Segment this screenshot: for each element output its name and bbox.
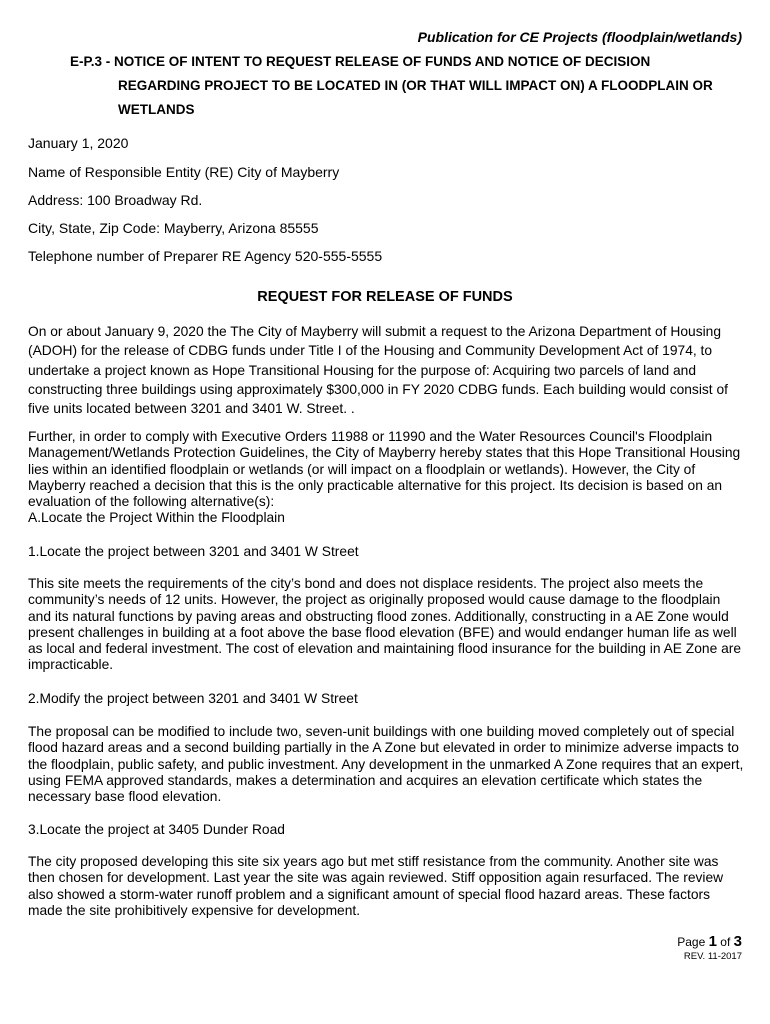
responsible-entity-line: Name of Responsible Entity (RE) City of Mayberry <box>28 164 340 180</box>
alternative-3-heading: 3.Locate the project at 3405 Dunder Road <box>28 822 285 837</box>
alternative-2-paragraph: The proposal can be modified to include two, seven-unit buildings with one building moved completely out of special flood hazard areas and a second building partially in the A Zone but elevated in order to minimize adverse impacts to the floodplain, public safety, and public investment. Any development in the unmarked A Zone requires that an expert, using FEMA approved standards, makes a determination and acquires an elevation certificate which states the necessary base flood elevation. <box>28 724 744 805</box>
date-line: January 1, 2020 <box>28 135 129 151</box>
title-line-1: E-P.3 - NOTICE OF INTENT TO REQUEST RELEASE OF FUNDS AND NOTICE OF DECISION <box>70 54 651 69</box>
page-total: 3 <box>733 933 742 950</box>
title-line-3: WETLANDS <box>118 102 195 117</box>
alternative-a-heading: A.Locate the Project Within the Floodplain <box>28 510 285 526</box>
further-text: Further, in order to comply with Executive Orders 11988 or 11990 and the Water Resources Council's Floodplain Management/Wetlands Protection Guidelines, the City of Mayberry hereby states that this Hope Transitional Housing lies within an identified floodplain or wetlands (or will impact on a floodplain or wetlands). However, the City of Mayberry reached a decision that this is the only practicable alternative for this project. Its decision is based on an evaluation of the following alternative(s): <box>28 429 741 510</box>
telephone-line: Telephone number of Preparer RE Agency 520-555-5555 <box>28 248 383 264</box>
publication-label: Publication for CE Projects (floodplain/wetlands) <box>417 29 742 45</box>
page-number <box>677 933 742 950</box>
of-word: of <box>720 935 731 949</box>
page-current: 1 <box>708 933 717 950</box>
request-paragraph: On or about January 9, 2020 the The City of Mayberry will submit a request to the Arizona Department of Housing (ADOH) for the release of CDBG funds under Title I of the Housing and Community Development Act of 1974, to undertake a project known as Hope Transitional Housing for the purpose of: Acquiring two parcels of land and constructing three buildings using approximately $300,000 in FY 2020 CDBG funds. Each building would consist of five units located between 3201 and 3401 W. Street. . <box>28 324 728 417</box>
document-title <box>70 50 740 122</box>
page-footer <box>677 933 742 962</box>
title-line-2: REGARDING PROJECT TO BE LOCATED IN (OR THAT WILL IMPACT ON) A FLOODPLAIN OR <box>118 78 713 93</box>
section-heading: REQUEST FOR RELEASE OF FUNDS <box>257 289 513 305</box>
city-state-zip-line: City, State, Zip Code: Mayberry, Arizona 85555 <box>28 220 319 236</box>
page-word: Page <box>677 935 706 949</box>
alternative-2-heading: 2.Modify the project between 3201 and 3401 W Street <box>28 691 358 706</box>
revision-label: REV. 11-2017 <box>683 951 742 962</box>
further-paragraph <box>28 429 746 527</box>
alternative-1-heading: 1.Locate the project between 3201 and 3401 W Street <box>28 544 359 559</box>
alternative-3-paragraph: The city proposed developing this site six years ago but met stiff resistance from the community. Another site was then chosen for development. Last year the site was again reviewed. Stiff opposition again resurfaced. The review also showed a storm-water runoff problem and a significant amount of special flood hazard areas. These factors made the site prohibitively expensive for development. <box>28 854 724 918</box>
address-line: Address: 100 Broadway Rd. <box>28 192 203 208</box>
alternative-1-paragraph: This site meets the requirements of the city’s bond and does not displace residents. The project also meets the community’s needs of 12 units. However, the project as originally proposed would cause damage to the floodplain and its natural functions by paving areas and obstructing flood zones. Additionally, constructing in a AE Zone would present challenges in building at a foot above the base flood elevation (BFE) and would endanger human life as well as local and federal investment. The cost of elevation and maintaining flood insurance for the building in AE Zone are impracticable. <box>28 576 742 673</box>
